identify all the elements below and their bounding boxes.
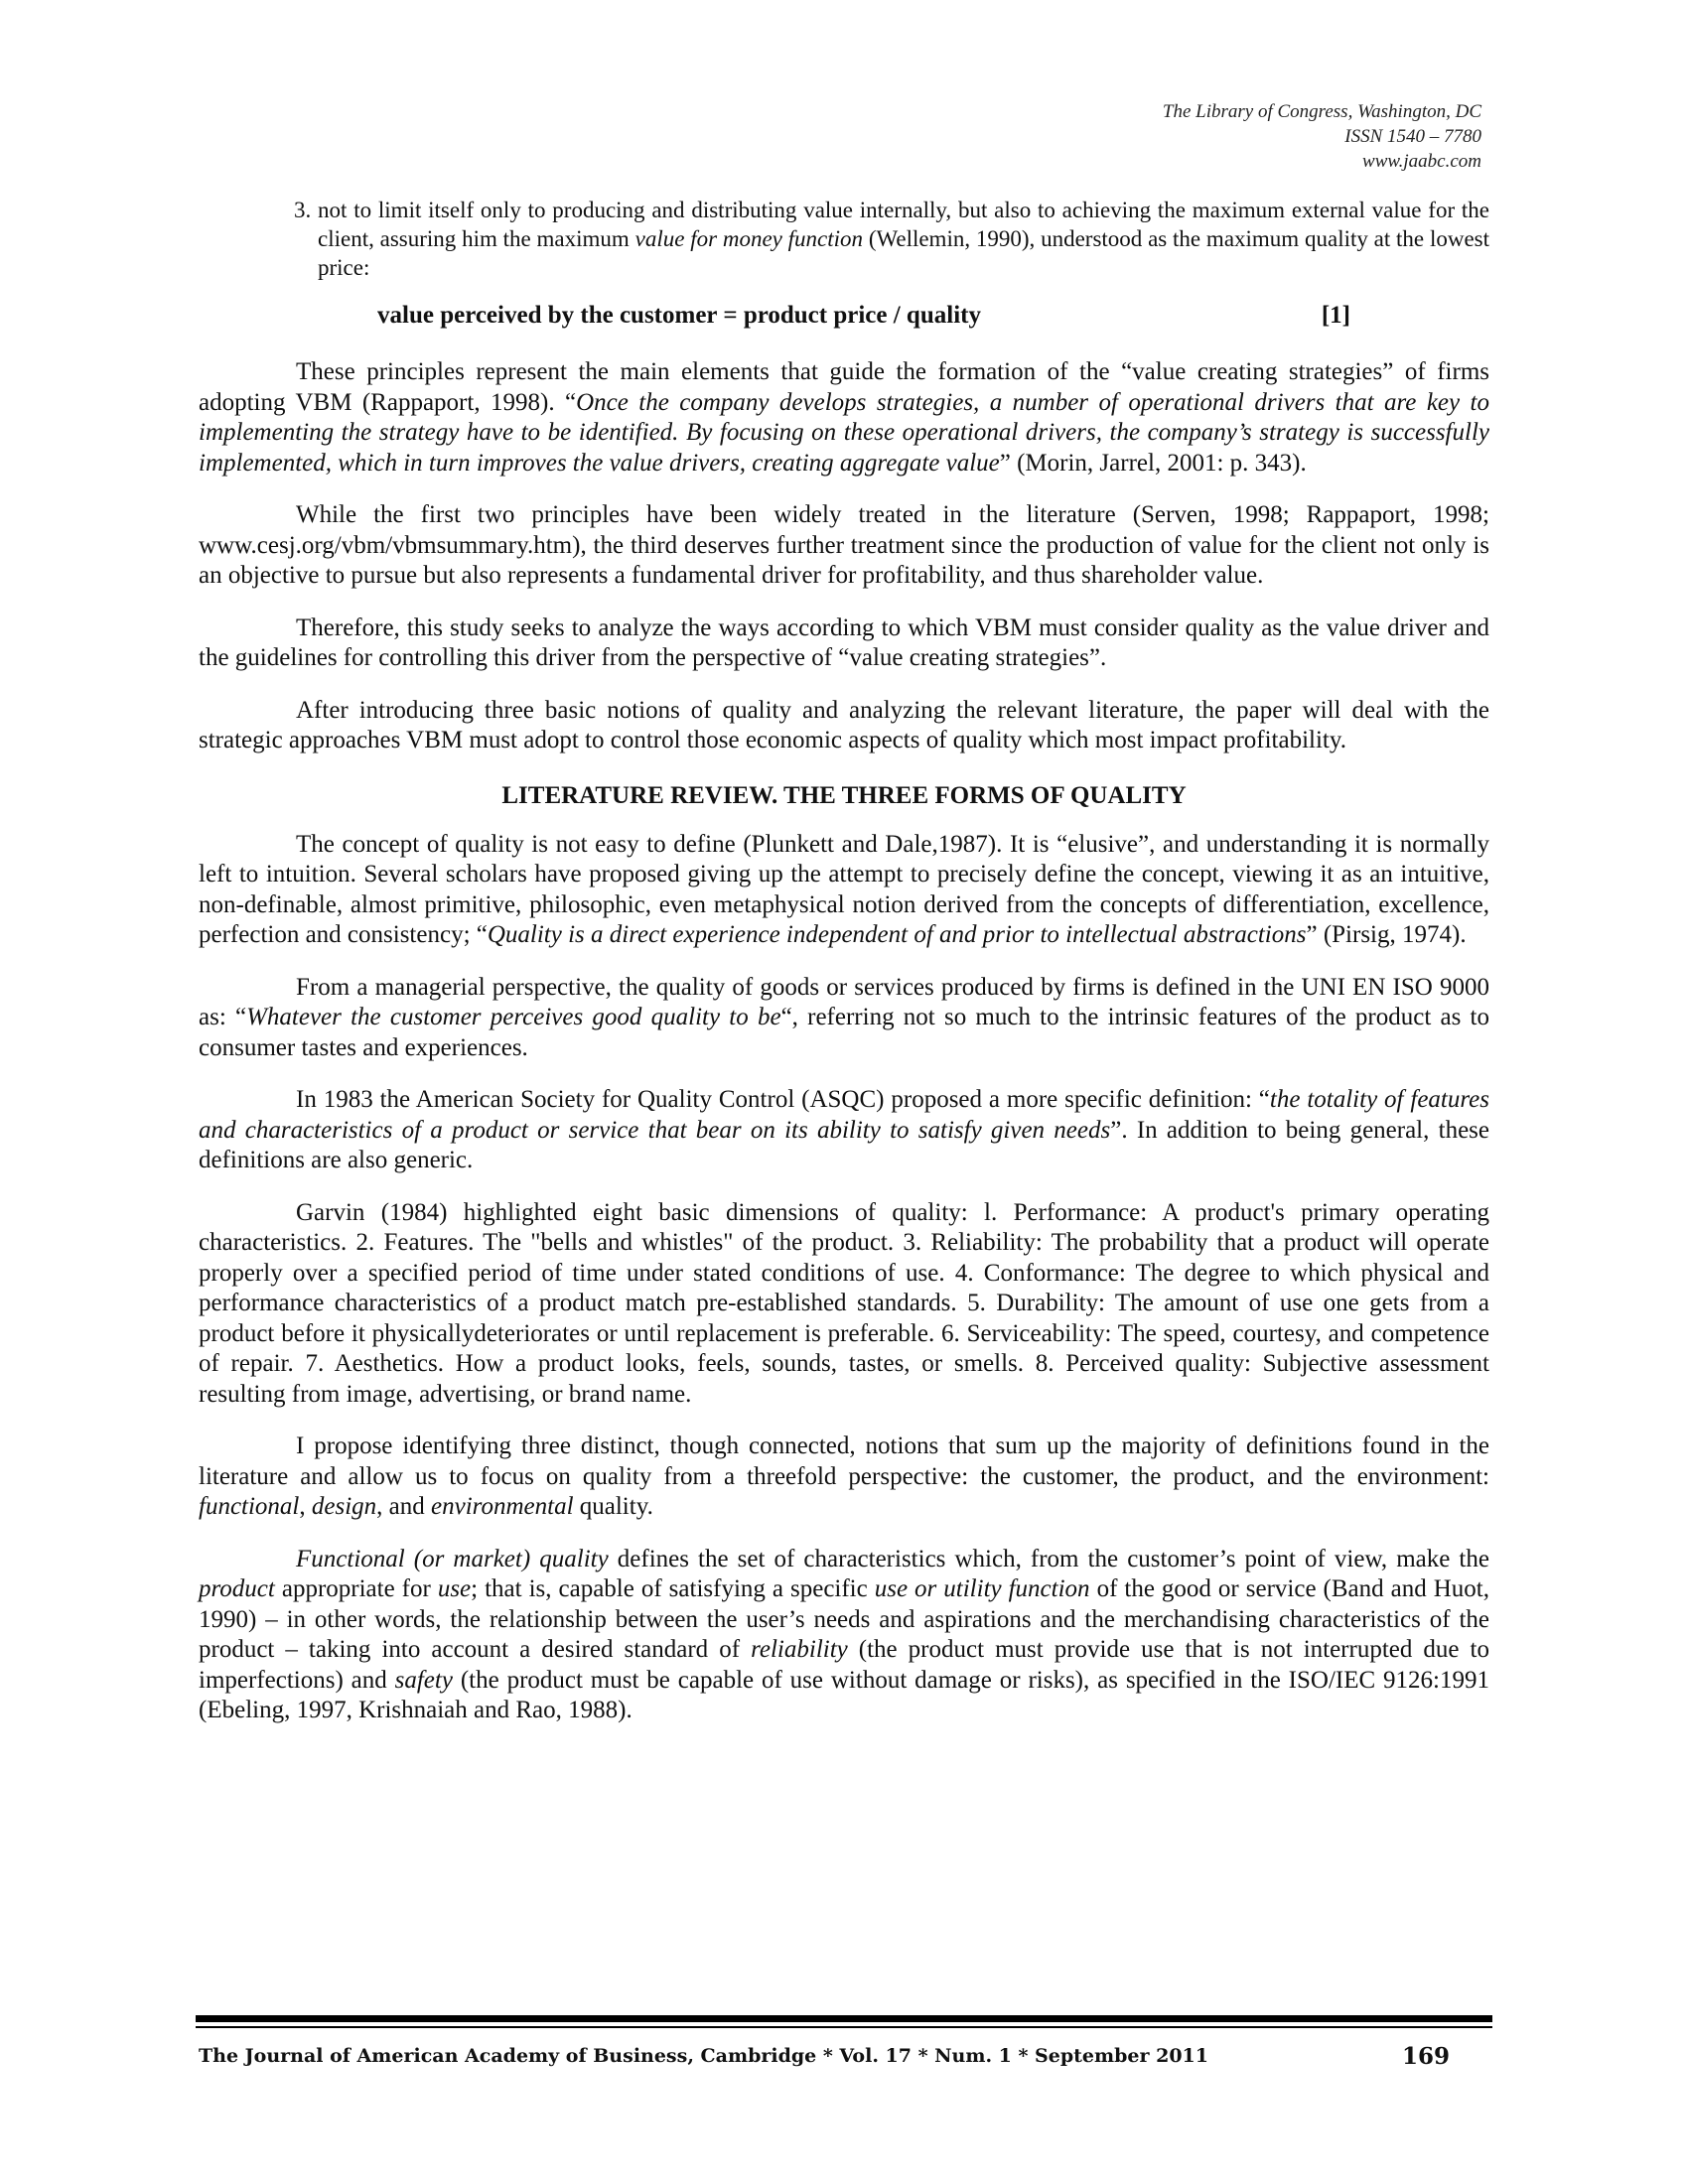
- paragraph-9: I propose identifying three distinct, though connected, notions that sum up the majority of definitions found in the literature and allow us to focus on quality from a threefold perspective: the customer, the product, and the environment: functional, design, and environmental quality.: [199, 1433, 1489, 1520]
- equation-text: value perceived by the customer = product price / quality: [377, 302, 981, 329]
- paragraph-8: Garvin (1984) highlighted eight basic dimensions of quality: l. Performance: A product's primary operating characteristics. 2. Features. The "bells and whistles" of the product. 3. Reliability: The probability that a product will operate properly over a specified period of time under stated conditions of use. 4. Conformance: The degree to which physical and performance characteristics of a product match pre-established standards. 5. Durability: The amount of use one gets from a product before it physicallydeteriorates or until replacement is preferable. 6. Serviceability: The speed, courtesy, and competence of repair. 7. Aesthetics. How a product looks, feels, sounds, tastes, or smells. 8. Perceived quality: Subjective assessment resulting from image, advertising, or brand name.: [199, 1198, 1489, 1408]
- page-number: 169: [1401, 2043, 1450, 2070]
- page-body: [199, 196, 1489, 1748]
- header-website: www.jaabc.com: [1362, 151, 1481, 172]
- paragraph-7: In 1983 the American Society for Quality Control (ASQC) proposed a more specific definition: “the totality of features and characteristics of a product or service that bear on its ability to satisfy given needs”. In addition to being general, these definitions are also generic.: [199, 1086, 1489, 1173]
- list-item-3: 3. not to limit itself only to producing and distributing value internally, but also to achieving the maximum external value for the client, assuring him the maximum value for money function (Wellemin, 1990), understood as the maximum quality at the lowest price:: [294, 198, 1489, 280]
- paragraph-1: These principles represent the main elements that guide the formation of the “value creating strategies” of firms adopting VBM (Rappaport, 1998). “Once the company develops strategies, a number of operational drivers that are key to implementing the strategy have to be identified. By focusing on these operational drivers, the company’s strategy is successfully implemented, which in turn improves the value drivers, creating aggregate value” (Morin, Jarrel, 2001: p. 343).: [199, 358, 1489, 477]
- header-issn: ISSN 1540 – 7780: [1344, 126, 1481, 147]
- equation-number: [1]: [1321, 302, 1350, 329]
- paragraph-2: While the first two principles have been widely treated in the literature (Serven, 1998; Rappaport, 1998; www.cesj.org/vbm/vbmsummary.htm), the third deserves further treatment since the production of value for the client not only is an objective to pursue but also represents a fundamental driver for profitability, and thus shareholder value.: [199, 501, 1489, 589]
- running-header: [1163, 99, 1481, 174]
- footer-rule-thick: [196, 2015, 1492, 2022]
- paragraph-6: From a managerial perspective, the quality of goods or services produced by firms is defined in the UNI EN ISO 9000 as: “Whatever the customer perceives good quality to be“, referring not so much to the intrinsic features of the product as to consumer tastes and experiences.: [199, 973, 1489, 1061]
- section-heading: LITERATURE REVIEW. THE THREE FORMS OF QUALITY: [501, 781, 1187, 809]
- footer-rule-thin: [196, 2026, 1492, 2028]
- paragraph-4: After introducing three basic notions of quality and analyzing the relevant literature, the paper will deal with the strategic approaches VBM must adopt to control those economic aspects of quality which most impact profitability.: [199, 696, 1489, 753]
- running-footer: [199, 2043, 1489, 2070]
- footer-journal: The Journal of American Academy of Business, Cambridge * Vol. 17 * Num. 1 * September 2011: [199, 2045, 1209, 2067]
- header-library: The Library of Congress, Washington, DC: [1162, 101, 1481, 122]
- paragraph-5: The concept of quality is not easy to define (Plunkett and Dale,1987). It is “elusive”, and understanding it is normally left to intuition. Several scholars have proposed giving up the attempt to precisely define the concept, viewing it as an intuitive, non-definable, almost primitive, philosophic, even metaphysical notion derived from the concepts of differentiation, excellence, perfection and consistency; “Quality is a direct experience independent of and prior to intellectual abstractions” (Pirsig, 1974).: [199, 830, 1489, 948]
- equation-1: [199, 302, 1489, 330]
- paragraph-10: Functional (or market) quality defines the set of characteristics which, from the customer’s point of view, make the product appropriate for use; that is, capable of satisfying a specific use or utility function of the good or service (Band and Huot, 1990) – in other words, the relationship between the user’s needs and aspirations and the merchandising characteristics of the product – taking into account a desired standard of reliability (the product must provide use that is not interrupted due to imperfections) and safety (the product must be capable of use without damage or risks), as specified in the ISO/IEC 9126:1991 (Ebeling, 1997, Krishnaiah and Rao, 1988).: [199, 1545, 1489, 1723]
- paragraph-3: Therefore, this study seeks to analyze the ways according to which VBM must consider quality as the value driver and the guidelines for controlling this driver from the perspective of “value creating strategies”.: [199, 614, 1489, 671]
